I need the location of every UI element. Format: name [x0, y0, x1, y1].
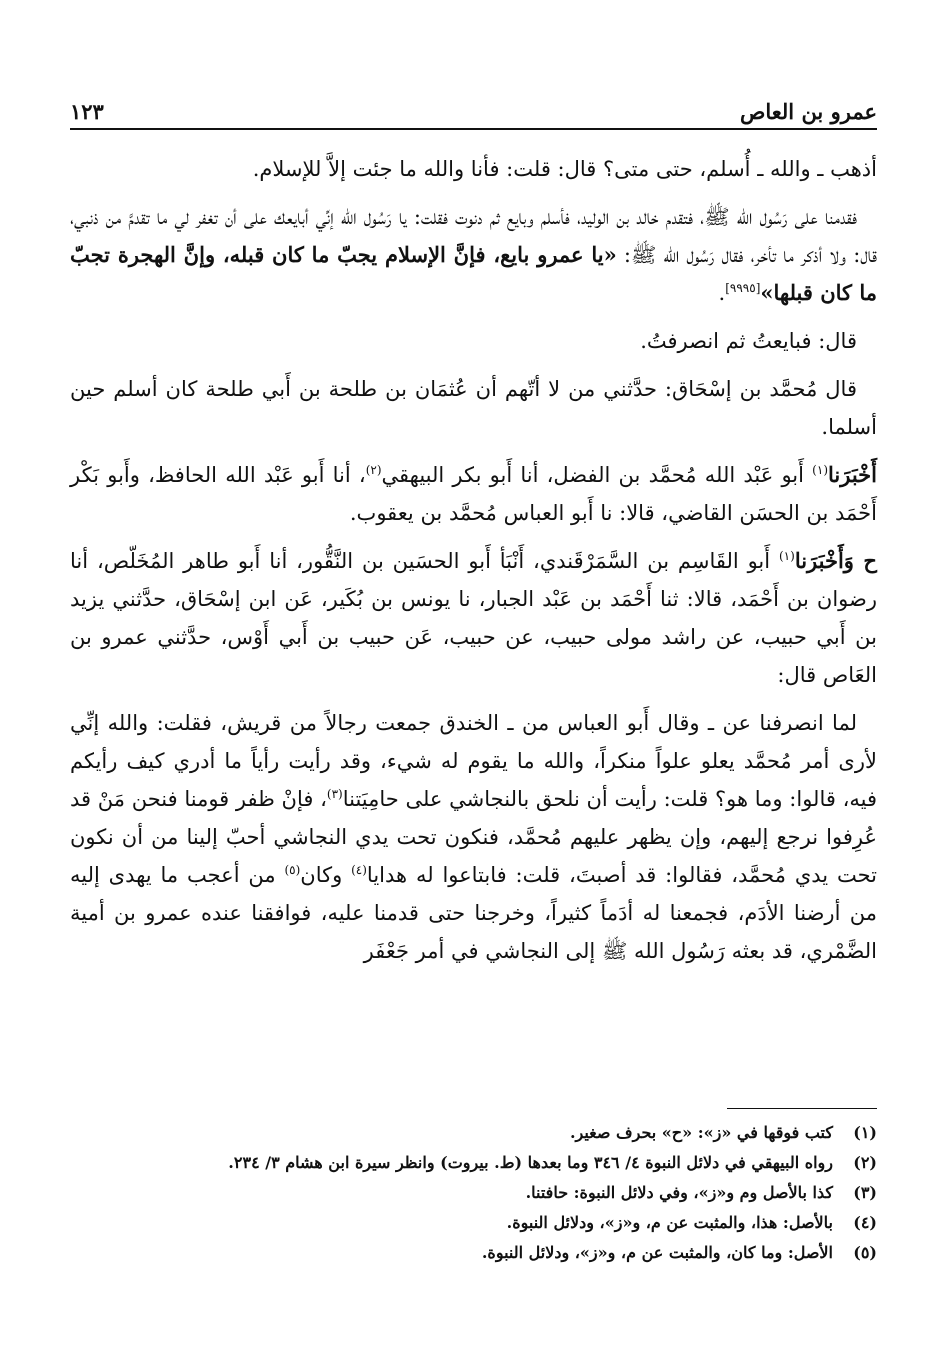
paragraph-7-text-a: لما انصرفنا عن ـ وقال أَبو العباس من ـ الخندق جمعت رجالاً من قريش، فقلت: والله إنِّي لأرى أمر مُحمَّد يعلو علواً منكراً، والله ما يقوم له شيء، وقد رأيت رأياً ما أدري كيف رأيكم فيه، قالوا: وما هو؟ قلت: رأيت أن نلحق بالنجاشي على حامِيَتنا — [70, 711, 877, 811]
footnote-divider — [727, 1108, 877, 1109]
paragraph-7-text-c: وكان — [300, 863, 352, 887]
akhbarana-lead: أَخْبَرَنا — [828, 462, 877, 487]
hadith-quote: «يا عمرو بايع، فإنَّ الإسلام يجبّ ما كان قبله، وإنَّ الهجرة تجبّ ما كان قبلها» — [70, 242, 877, 305]
footnote-ref-1b: (١) — [778, 549, 795, 563]
running-title: عمرو بن العاص — [739, 99, 877, 124]
footnote-ref-5: (٥) — [284, 863, 301, 877]
paragraph-5-text-a: أَبو عَبْد الله مُحمَّد بن الفضل، أنا أَبو بكر البيهقي — [381, 463, 813, 487]
paragraph-2 — [70, 198, 877, 312]
footnote-number: (٢) — [853, 1153, 877, 1172]
paragraph-3 — [70, 322, 877, 360]
paragraph-1 — [70, 150, 877, 188]
footnote-ref-1: (١) — [812, 463, 828, 477]
footnote-item — [70, 1178, 877, 1208]
footnote-ref-2: (٢) — [365, 463, 382, 477]
paragraph-7-text-b: ، فإنْ ظفر قومنا فنحن مَنْ قد عُرِفوا نرجع إليهم، وإن يظهر عليهم مُحمَّد، فنكون تحت يدي النجاشي أحبّ إلينا من أن نكون تحت يدي مُحمَّد، فقالوا: قد أصبتَ، قلت: فابتاعوا له هدايا — [70, 787, 877, 887]
footnote-ref-3: (٣) — [326, 787, 343, 801]
paragraph-4-text: قال مُحمَّد بن إسْحَاق: حدَّثني من لا أتّهم أن عُثمَان بن طلحة بن أَبي طلحة كان أسلم حين أسلما. — [70, 377, 877, 439]
main-text — [70, 150, 877, 980]
paragraph-6-text: أَبو القَاسِم بن السَّمَرْقَندي، أَنْبَأ أَبو الحسَين بن النَّقُّور، أنا أَبو طاهر المُخَلّص، أنا رضوان بن أَحْمَد، قالا: ثنا أَحْمَد بن عَبْد الجبار، نا يونس بن بُكَير، عَن ابن إسْحَاق، حدَّثني يزيد بن أَبي حبيب، عن راشد مولى حبيب، عن حبيب، عَن حبيب بن أَبي أَوْس، حدَّثني عمرو بن العَاص قال: — [70, 549, 877, 687]
paragraph-7-text-d: من أعجب ما يهدى إليه من أرضنا الأدَم، فجمعنا له أدَماً كثيراً، وخرجنا حتى قدمنا عليه، فوافقنا عنده عمرو بن أمية الضَّمْري، قد بعثه رَسُول الله ﷺ إلى النجاشي في أمر جَعْفَر — [70, 863, 877, 963]
footnote-text: الأصل: وما كان، والمثبت عن م، و«ز»، ودلائل النبوة. — [481, 1243, 833, 1262]
paragraph-6 — [70, 542, 877, 694]
paragraph-5-text-b: ، أنا أَبو عَبْد الله الحافظ، وأَبو بَكْر أَحْمَد بن الحسَن القاضي، قالا: نا أَبو العباس مُحمَّد بن يعقوب. — [70, 463, 877, 525]
footnote-text: بالأصل: هذا، والمثبت عن م، و«ز»، ودلائل النبوة. — [506, 1213, 833, 1232]
footnote-number: (٣) — [853, 1183, 877, 1202]
paragraph-5 — [70, 456, 877, 532]
running-header — [70, 88, 877, 130]
paragraph-2-end: . — [718, 281, 726, 305]
paragraph-1-text: أذهب ـ والله ـ أُسلم، حتى متى؟ قال: قلت: فأنا والله ما جئت إلاَّ للإسلام. — [252, 157, 877, 181]
footnote-text: رواه البيهقي في دلائل النبوة ٤/ ٣٤٦ وما بعدها (ط. بيروت) وانظر سيرة ابن هشام ٣/ ٢٣٤. — [228, 1153, 833, 1172]
paragraph-3-text: قال: فبايعتُ ثم انصرفتُ. — [640, 329, 857, 353]
footnote-item — [70, 1208, 877, 1238]
footnote-item — [70, 1118, 877, 1148]
footnote-number: (٥) — [853, 1243, 877, 1262]
page-number: ١٢٣ — [70, 99, 104, 124]
paragraph-2-text: فقدمنا على رَسُول الله ﷺ، فتقدم خالد بن الوليد، فأسلم وبايع ثم دنوت فقلت: يا رَسُول الله إنِّي أبايعك على أن تغفر لي ما تقدمَّ من ذنبي، قال: ولا أذكر ما تأخر، فقال رَسُول الله ﷺ: — [70, 205, 877, 267]
paragraph-7 — [70, 704, 877, 970]
wa-akhbarana-lead: ح وَأَخْبَرَنا — [794, 548, 877, 573]
footnote-item — [70, 1238, 877, 1268]
footnotes — [70, 1118, 877, 1268]
paragraph-4 — [70, 370, 877, 446]
footnote-number: (٤) — [853, 1213, 877, 1232]
footnote-ref-4: (٤) — [351, 863, 367, 877]
footnote-text: كتب فوقها في «ز»: «ح» بحرف صغير. — [569, 1123, 833, 1142]
hadith-reference: [٩٩٩٥] — [725, 281, 761, 295]
footnote-item — [70, 1148, 877, 1178]
footnote-number: (١) — [853, 1123, 877, 1142]
footnote-text: كذا بالأصل وم و«ز»، وفي دلائل النبوة: حافتنا. — [525, 1183, 833, 1202]
